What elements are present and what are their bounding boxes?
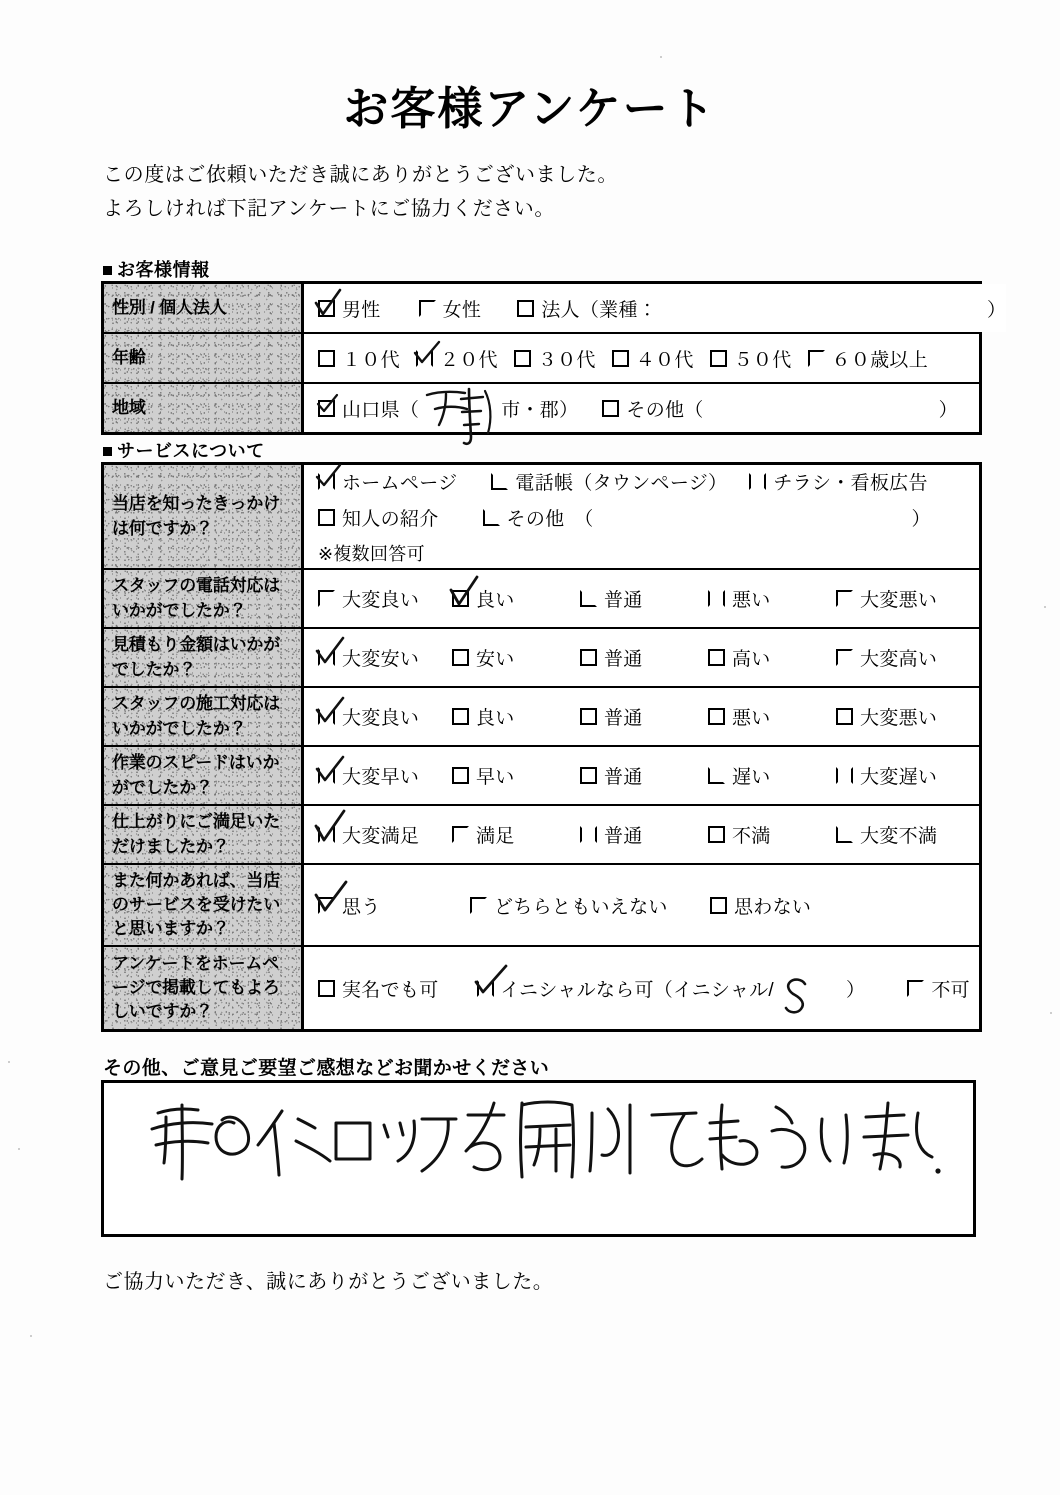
checkbox-q8-no-publish[interactable] [907, 980, 924, 997]
checkbox-q1-phonebook[interactable] [491, 473, 508, 490]
checkbox-q4-very-bad[interactable] [836, 708, 853, 725]
option-q5-very-fast[interactable]: 大変早い [318, 762, 452, 789]
option-q1-referral[interactable]: 知人の紹介 [318, 504, 439, 531]
checkbox-q2-very-good[interactable] [318, 590, 335, 607]
option-q1-other[interactable]: その他 （ ） [483, 504, 931, 531]
row-options-region [304, 384, 979, 432]
checkbox-region-yamaguchi[interactable] [318, 400, 335, 417]
option-q6-very-dissatisfied[interactable]: 大変不満 [836, 821, 937, 848]
checkbox-gender-corporate[interactable] [517, 300, 534, 317]
checkbox-q1-website[interactable] [318, 473, 335, 490]
option-q5-fast[interactable]: 早い [452, 762, 580, 789]
row-label-q8: アンケートをホームページで掲載してもよろしいですか？ [104, 947, 304, 1029]
checkbox-q2-bad[interactable] [708, 590, 725, 607]
checkbox-q3-very-cheap[interactable] [318, 649, 335, 666]
checkbox-q3-average[interactable] [580, 649, 597, 666]
row-label-q7: また何かあれば、当店のサービスを受けたいと思いますか？ [104, 865, 304, 945]
checkbox-q3-very-expensive[interactable] [836, 649, 853, 666]
option-q7-neutral[interactable]: どちらともいえない [470, 892, 710, 919]
handwritten-comment-value [122, 1089, 942, 1199]
row-options-q6 [304, 806, 979, 863]
option-q2-very-good[interactable]: 大変良い [318, 585, 452, 612]
option-q8-no-publish[interactable]: 不可 [907, 975, 970, 1002]
option-q5-slow[interactable]: 遅い [708, 762, 836, 789]
row-label-q1: 当店を知ったきっかけは何ですか？ [104, 465, 304, 568]
comment-heading: その他、ご意見ご要望ご感想などお聞かせください [103, 1058, 550, 1079]
checkbox-q3-cheap[interactable] [452, 649, 469, 666]
option-q1-flyer[interactable]: チラシ・看板広告 [749, 468, 927, 495]
checkbox-q2-very-bad[interactable] [836, 590, 853, 607]
checkbox-q7-yes[interactable] [318, 897, 335, 914]
checkbox-q6-very-satisfied[interactable] [318, 826, 335, 843]
row-options-q3 [304, 629, 979, 686]
checkbox-q7-no[interactable] [710, 897, 727, 914]
checkbox-q4-average[interactable] [580, 708, 597, 725]
option-age-50s[interactable]: ５０代 [710, 345, 792, 372]
checkbox-gender-male[interactable] [318, 300, 335, 317]
checkbox-q5-slow[interactable] [708, 767, 725, 784]
checkbox-q5-fast[interactable] [452, 767, 469, 784]
checkbox-age-60-plus[interactable] [808, 350, 825, 367]
customer-info-heading-label: お客様情報 [117, 260, 210, 280]
option-q7-no[interactable]: 思わない [710, 892, 811, 919]
checkbox-q8-initials[interactable] [477, 980, 494, 997]
row-options-gender [304, 284, 1006, 332]
row-options-q4 [304, 688, 979, 745]
checkbox-q4-bad[interactable] [708, 708, 725, 725]
option-q7-yes[interactable]: 思う [318, 892, 470, 919]
option-age-20s[interactable]: ２０代 [416, 345, 498, 372]
page-title: お客様アンケート [343, 83, 717, 134]
option-q8-initials[interactable]: イニシャルなら可（イニシャル/ ） [477, 975, 866, 1002]
service-heading [103, 437, 265, 463]
table-row-q4 [104, 688, 979, 747]
option-q6-satisfied[interactable]: 満足 [452, 821, 580, 848]
checkbox-q4-good[interactable] [452, 708, 469, 725]
table-row-q6 [104, 806, 979, 865]
checkbox-age-30s[interactable] [514, 350, 531, 367]
option-age-60-plus[interactable]: ６０歳以上 [808, 345, 929, 372]
row-options-q8 [304, 947, 979, 1029]
checkbox-q3-expensive[interactable] [708, 649, 725, 666]
row-label-q3: 見積もり金額はいかがでしたか？ [104, 629, 304, 686]
table-row-age [104, 334, 979, 384]
row-options-age [304, 334, 979, 382]
checkbox-age-10s[interactable] [318, 350, 335, 367]
option-q2-very-bad[interactable]: 大変悪い [836, 585, 937, 612]
option-q2-average[interactable]: 普通 [580, 585, 708, 612]
row-label-gender: 性別 / 個人法人 [104, 284, 304, 332]
option-q4-bad[interactable]: 悪い [708, 703, 836, 730]
customer-info-table [101, 281, 1007, 435]
row-label-q2: スタッフの電話対応はいかがでしたか？ [104, 570, 304, 627]
option-q3-cheap[interactable]: 安い [452, 644, 580, 671]
checkbox-q7-neutral[interactable] [470, 897, 487, 914]
row-options-q2 [304, 570, 979, 627]
option-q1-website[interactable]: ホームページ [318, 468, 457, 495]
option-q5-very-slow[interactable]: 大変遅い [836, 762, 937, 789]
checkbox-q8-real-name[interactable] [318, 980, 335, 997]
checkbox-q2-good[interactable] [452, 590, 469, 607]
option-q4-good[interactable]: 良い [452, 703, 580, 730]
option-region-city[interactable]: 市・郡） [501, 399, 579, 421]
checkbox-q2-average[interactable] [580, 590, 597, 607]
option-q4-average[interactable]: 普通 [580, 703, 708, 730]
checkbox-q6-dissatisfied[interactable] [708, 826, 725, 843]
option-age-30s[interactable]: ３０代 [514, 345, 596, 372]
intro-line-1: この度はご依頼いただき誠にありがとうございました。 [103, 164, 618, 186]
row-options-q7 [304, 865, 979, 945]
checkbox-age-20s[interactable] [416, 350, 433, 367]
bullet-square-icon [103, 266, 112, 275]
checkbox-q5-average[interactable] [580, 767, 597, 784]
option-q4-very-good[interactable]: 大変良い [318, 703, 452, 730]
row-label-age: 年齢 [104, 334, 304, 382]
checkbox-gender-female[interactable] [419, 300, 436, 317]
handwritten-city-value [421, 381, 511, 447]
checkbox-age-40s[interactable] [612, 350, 629, 367]
checkbox-q4-very-good[interactable] [318, 708, 335, 725]
table-row-q3 [104, 629, 979, 688]
option-age-40s[interactable]: ４０代 [612, 345, 694, 372]
checkbox-q1-referral[interactable] [318, 509, 335, 526]
table-row-q5 [104, 747, 979, 806]
option-gender-female[interactable]: 女性 [419, 295, 482, 322]
option-q3-very-expensive[interactable]: 大変高い [836, 644, 937, 671]
option-q3-expensive[interactable]: 高い [708, 644, 836, 671]
table-row-q2 [104, 570, 979, 629]
intro-line-2: よろしければ下記アンケートにご協力ください。 [103, 198, 555, 220]
checkbox-q6-average[interactable] [580, 826, 597, 843]
checkbox-q6-very-dissatisfied[interactable] [836, 826, 853, 843]
option-q4-very-bad[interactable]: 大変悪い [836, 703, 937, 730]
option-q2-bad[interactable]: 悪い [708, 585, 836, 612]
option-q3-very-cheap[interactable]: 大変安い [318, 644, 452, 671]
handwritten-initial-value [774, 972, 820, 1018]
option-q8-real-name[interactable]: 実名でも可 [318, 975, 439, 1002]
option-region-other[interactable]: その他（ ） [602, 395, 958, 422]
option-q6-dissatisfied[interactable]: 不満 [708, 821, 836, 848]
row-options-q1 [304, 465, 979, 568]
checkbox-age-50s[interactable] [710, 350, 727, 367]
checkbox-q5-very-slow[interactable] [836, 767, 853, 784]
row-label-region: 地域 [104, 384, 304, 432]
option-gender-corporate[interactable]: 法人（業種： ） [517, 295, 1006, 322]
comment-box[interactable] [101, 1080, 976, 1237]
option-q1-phonebook[interactable]: 電話帳（タウンページ） [491, 468, 727, 495]
checkbox-q5-very-fast[interactable] [318, 767, 335, 784]
table-row-gender [104, 284, 1007, 334]
option-age-10s[interactable]: １０代 [318, 345, 400, 372]
customer-info-heading [103, 256, 210, 282]
option-gender-male[interactable]: 男性 [318, 295, 381, 322]
option-region-yamaguchi[interactable]: 山口県（ [318, 395, 419, 422]
closing-message: ご協力いただき、誠にありがとうございました。 [103, 1271, 554, 1293]
service-table [101, 462, 982, 1032]
option-q5-average[interactable]: 普通 [580, 762, 708, 789]
service-heading-label: サービスについて [117, 441, 265, 461]
checkbox-q1-flyer[interactable] [749, 473, 766, 490]
q1-multi-answer-note: ※複数回答可 [318, 543, 425, 564]
option-q2-good[interactable]: 良い [452, 585, 580, 612]
row-label-q5: 作業のスピードはいかがでしたか？ [104, 747, 304, 804]
checkbox-q6-satisfied[interactable] [452, 826, 469, 843]
bullet-square-icon [103, 447, 112, 456]
option-q6-very-satisfied[interactable]: 大変満足 [318, 821, 452, 848]
checkbox-region-other[interactable] [602, 400, 619, 417]
row-options-q5 [304, 747, 979, 804]
checkbox-q1-other[interactable] [483, 509, 500, 526]
table-row-q1 [104, 465, 979, 570]
table-row-q7 [104, 865, 979, 947]
row-label-q6: 仕上がりにご満足いただけましたか？ [104, 806, 304, 863]
option-q6-average[interactable]: 普通 [580, 821, 708, 848]
table-row-region [104, 384, 979, 432]
row-label-q4: スタッフの施工対応はいかがでしたか？ [104, 688, 304, 745]
table-row-q8 [104, 947, 979, 1029]
option-q3-average[interactable]: 普通 [580, 644, 708, 671]
